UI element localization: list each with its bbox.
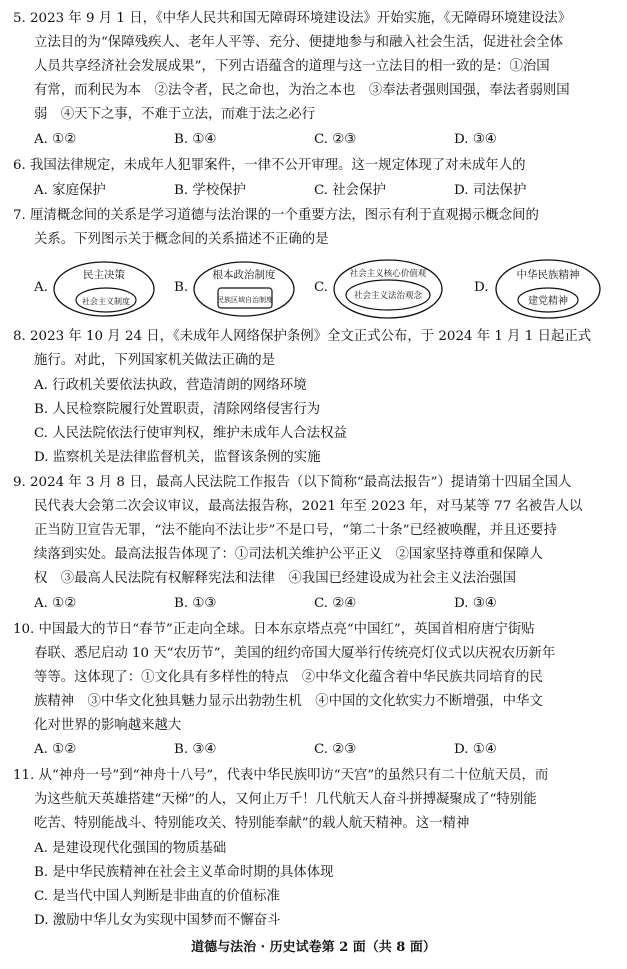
q9-option-c[interactable]: C. ②④ xyxy=(314,596,357,611)
q9-line-5: 权 ③最高人民法院有权解释宪法和法律 ④我国已经建设成为社会主义法治强国 xyxy=(34,571,517,586)
diagram-c-letter[interactable]: C. xyxy=(314,280,329,295)
q6-line-1: 6. 我国法律规定，未成年人犯罪案件，一律不公开审理。这一规定体现了对未成年人的 xyxy=(13,158,526,173)
diagram-a xyxy=(52,260,156,318)
diagram-a-letter[interactable]: A. xyxy=(34,280,48,295)
q11-line-1: 11. 从“神舟一号”到“神舟十八号”，代表中华民族叩访“天宫”的虽然只有二十位航天员，而 xyxy=(13,768,549,783)
q8-line-1: 8. 2023 年 10 月 24 日，《未成年人网络保护条例》全文正式公布，于 2024 年 1 月 1 日起正式 xyxy=(13,329,592,344)
q8-option-c[interactable]: C. 人民法院依法行使审判权，维护未成年人合法权益 xyxy=(34,426,347,441)
q8-option-b[interactable]: B. 人民检察院履行处置职责，清除网络侵害行为 xyxy=(34,402,321,417)
q11-option-b[interactable]: B. 是中华民族精神在社会主义革命时期的具体体现 xyxy=(34,865,334,880)
q5-line-4: 有常，而利民为本 ②法令者，民之命也，为治之本也 ③奉法者强则国强，奉法者弱则国 xyxy=(34,83,570,98)
diagram-c-outer-label: 社会主义核心价值观 xyxy=(349,269,427,279)
q6-option-a[interactable]: A. 家庭保护 xyxy=(34,183,106,198)
q10-line-1: 10. 中国最大的节日“春节”正走向全球。日本东京塔点亮“中国红”，英国首相府唐宁街贴 xyxy=(13,622,535,637)
q11-line-2: 为这些航天英雄搭建“天梯”的人，又何止万千！几代航天人奋斗拼搏凝聚成了“特别能 xyxy=(34,792,537,807)
q5-option-a[interactable]: A. ①② xyxy=(34,132,77,147)
diagram-d xyxy=(494,258,602,320)
q9-line-1: 9. 2024 年 3 月 8 日，最高人民法院工作报告（以下简称“最高法报告”）提请第十四届全国人 xyxy=(13,475,572,490)
q11-option-d[interactable]: D. 激励中华儿女为实现中国梦而不懈奋斗 xyxy=(34,913,281,928)
q8-option-d[interactable]: D. 监察机关是法律监督机关，监督该条例的实施 xyxy=(34,450,321,465)
q6-option-c[interactable]: C. 社会保护 xyxy=(314,183,386,198)
q10-option-c[interactable]: C. ②③ xyxy=(314,742,357,757)
q6-option-d[interactable]: D. 司法保护 xyxy=(454,183,527,198)
q5-option-b[interactable]: B. ①④ xyxy=(174,132,217,147)
q9-line-2: 民代表大会第二次会议审议，最高法报告称，2021 年至 2023 年，对马某等 77 名被告人以 xyxy=(34,499,583,514)
q7-line-1: 7. 厘清概念间的关系是学习道德与法治课的一个重要方法，图示有利于直观揭示概念间的 xyxy=(13,208,539,223)
diagram-d-inner-label: 建党精神 xyxy=(528,296,568,307)
q7-line-2: 关系。下列图示关于概念间的关系描述不正确的是 xyxy=(34,232,329,247)
diagram-b xyxy=(192,260,296,318)
diagram-c xyxy=(332,258,444,320)
q8-option-a[interactable]: A. 行政机关要依法执政，营造清朗的网络环境 xyxy=(34,378,307,393)
q10-option-b[interactable]: B. ③④ xyxy=(174,742,217,757)
q11-option-a[interactable]: A. 是建设现代化强国的物质基础 xyxy=(34,841,227,856)
diagram-a-outer-label: 民主决策 xyxy=(83,269,125,281)
q8-line-2: 施行。对此，下列国家机关做法正确的是 xyxy=(34,353,276,368)
q6-option-b[interactable]: B. 学校保护 xyxy=(174,183,246,198)
q5-line-5: 弱 ④天下之事，不难于立法，而难于法之必行 xyxy=(34,107,316,122)
q10-line-4: 族精神 ③中华文化独具魅力显示出勃勃生机 ④中国的文化软实力不断增强，中华文 xyxy=(34,694,543,709)
q9-option-d[interactable]: D. ③④ xyxy=(454,596,497,611)
q5-line-3: 人员共享经济社会发展成果”，下列古语蕴含的道理与这一立法目的相一致的是：①治国 xyxy=(34,59,550,74)
diagram-b-inner-label: 民族区域自治制度 xyxy=(217,296,273,304)
q9-option-a[interactable]: A. ①② xyxy=(34,596,77,611)
page-footer: 道德与法治 · 历史试卷第 2 面（共 8 面） xyxy=(191,940,436,955)
q10-line-3: 等等。这体现了：①文化具有多样性的特点 ②中华文化蕴含着中华民族共同培育的民 xyxy=(34,670,543,685)
q9-option-b[interactable]: B. ①③ xyxy=(174,596,217,611)
diagram-d-letter[interactable]: D. xyxy=(474,280,489,295)
q9-line-3: 正当防卫宣告无罪，“法不能向不法让步”不是口号，“第二十条”已经被唤醒，并且还要持 xyxy=(34,523,557,538)
diagram-c-inner-label: 社会主义法治观念 xyxy=(353,291,423,301)
q9-line-4: 续落到实处。最高法报告体现了：①司法机关维护公平正义 ②国家坚持尊重和保障人 xyxy=(34,547,543,562)
q5-option-d[interactable]: D. ③④ xyxy=(454,132,497,147)
q11-line-3: 吃苦、特别能战斗、特别能攻关、特别能奉献”的载人航天精神。这一精神 xyxy=(34,816,470,831)
q11-option-c[interactable]: C. 是当代中国人判断是非曲直的价值标准 xyxy=(34,889,280,904)
q10-line-5: 化对世界的影响越来越大 xyxy=(34,718,182,733)
q10-option-a[interactable]: A. ①② xyxy=(34,742,77,757)
q10-option-d[interactable]: D. ①④ xyxy=(454,742,497,757)
diagram-d-outer-label: 中华民族精神 xyxy=(516,269,580,281)
diagram-a-inner-label: 社会主义制度 xyxy=(82,297,130,306)
q5-option-c[interactable]: C. ②③ xyxy=(314,132,357,147)
q10-line-2: 春联、悉尼启动 10 天“农历节”，美国的纽约帝国大厦举行传统亮灯仪式以庆祝农历新年 xyxy=(34,646,556,661)
diagram-b-outer-label: 根本政治制度 xyxy=(212,269,276,281)
diagram-b-letter[interactable]: B. xyxy=(174,280,189,295)
q5-line-2: 立法目的为“保障残疾人、老年人平等、充分、便捷地参与和融入社会生活，促进社会全体 xyxy=(34,35,564,50)
q5-line-1: 5. 2023 年 9 月 1 日，《中华人民共和国无障碍环境建设法》开始实施，《无障碍环境建设法》 xyxy=(13,11,572,26)
